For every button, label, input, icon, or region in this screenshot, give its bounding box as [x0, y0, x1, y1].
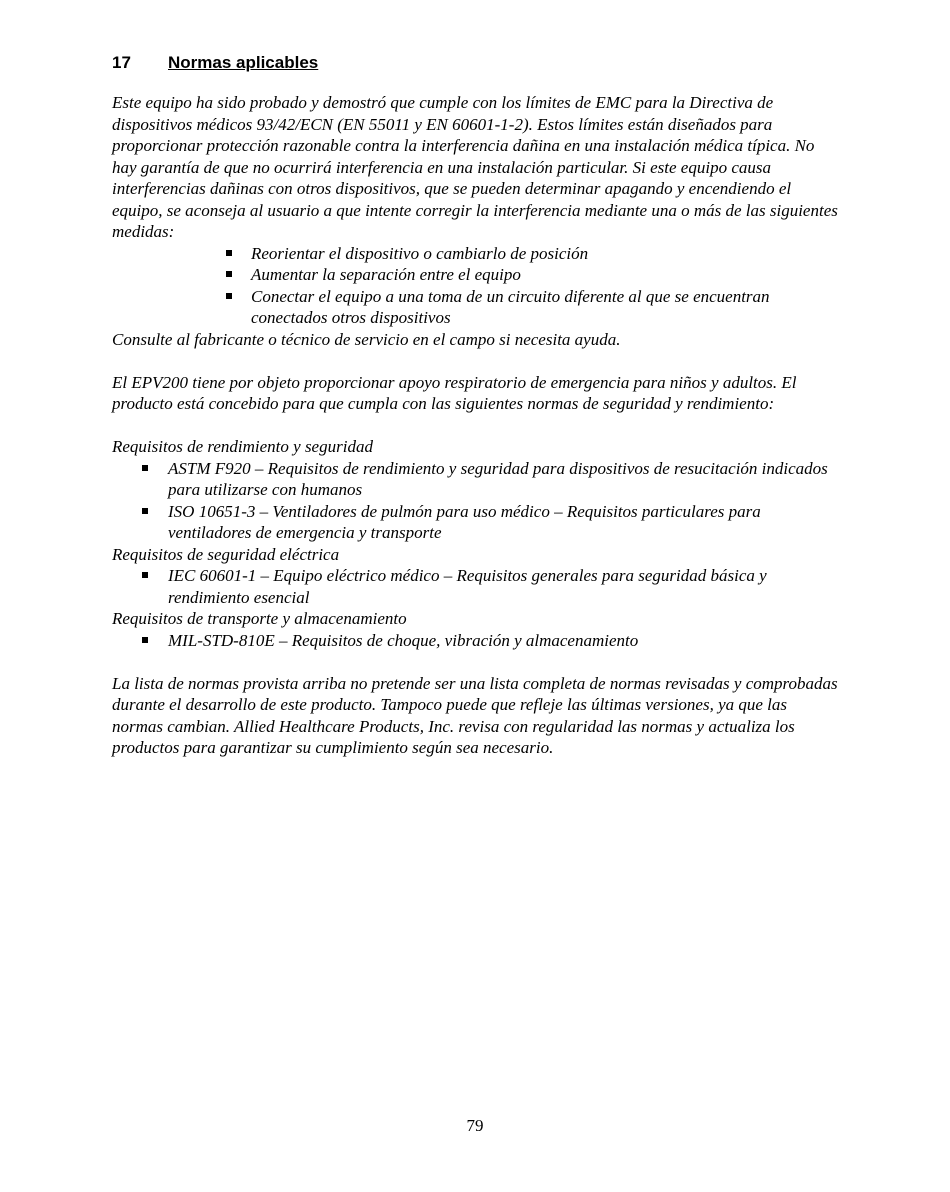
standard-text: IEC 60601-1 – Equipo eléctrico médico – Requisitos generales para seguridad básica y rendimiento esencial	[168, 566, 767, 607]
standard-text: ISO 10651-3 – Ventiladores de pulmón para uso médico – Requisitos particulares para ventiladores de emergencia y transporte	[168, 501, 761, 542]
measures-list	[112, 243, 842, 329]
page-number: 79	[466, 1116, 484, 1135]
bullet-icon	[226, 250, 232, 256]
purpose-paragraph: El EPV200 tiene por objeto proporcionar apoyo respiratorio de emergencia para niños y adultos. El producto está concebido para que cumpla con las siguientes normas de seguridad y rendimiento:	[112, 372, 797, 413]
list-item	[112, 630, 842, 652]
standard-text: MIL-STD-810E – Requisitos de choque, vibración y almacenamiento	[168, 630, 639, 650]
bullet-icon	[142, 465, 148, 471]
standards-list	[112, 565, 842, 608]
bullet-icon	[142, 572, 148, 578]
spacer	[112, 350, 842, 372]
document-page	[112, 52, 842, 759]
standards-list	[112, 630, 842, 652]
bullet-icon	[142, 508, 148, 514]
section-title: Normas aplicables	[168, 53, 319, 72]
group-title: Requisitos de rendimiento y seguridad	[112, 437, 373, 456]
list-item	[112, 243, 842, 265]
group-title: Requisitos de transporte y almacenamiento	[112, 609, 407, 628]
list-item	[112, 565, 842, 608]
spacer	[112, 415, 842, 437]
section-heading	[112, 52, 842, 74]
bullet-icon	[142, 637, 148, 643]
consult-paragraph: Consulte al fabricante o técnico de servicio en el campo si necesita ayuda.	[112, 329, 621, 349]
measure-text: Conectar el equipo a una toma de un circuito diferente al que se encuentran conectados otros dispositivos	[251, 286, 770, 327]
list-item	[112, 264, 842, 286]
section-number: 17	[112, 53, 131, 72]
measure-text: Reorientar el dispositivo o cambiarlo de posición	[251, 243, 589, 263]
closing-paragraph: La lista de normas provista arriba no pretende ser una lista completa de normas revisadas y comprobadas durante el desarrollo de este producto. Tampoco puede que refleje las últimas versiones, ya que las normas cambian. Allied Healthcare Products, Inc. revisa con regularidad las normas y actualiza los productos para garantizar su cumplimiento según sea necesario.	[112, 673, 838, 757]
standards-list	[112, 458, 842, 544]
spacer	[112, 651, 842, 673]
group-title: Requisitos de seguridad eléctrica	[112, 544, 340, 564]
list-item	[112, 286, 842, 329]
bullet-icon	[226, 271, 232, 277]
document-body	[112, 92, 842, 759]
measure-text: Aumentar la separación entre el equipo	[251, 265, 521, 284]
intro-paragraph: Este equipo ha sido probado y demostró que cumple con los límites de EMC para la Directiva de dispositivos médicos 93/42/ECN (EN 55011 y EN 60601-1-2). Estos límites están diseñados para proporcionar protección razonable contra la interferencia dañina en una instalación médica típica. No hay garantía de que no ocurrirá interferencia en una instalación particular. Si este equipo causa interferencias dañinas con otros dispositivos, que se pueden determinar apagando y encendiendo el equipo, se aconseja al usuario a que intente corregir la interferencia mediante una o más de las siguientes medidas:	[112, 93, 838, 241]
standard-text: ASTM F920 – Requisitos de rendimiento y seguridad para dispositivos de resucitación indicados para utilizarse con humanos	[168, 458, 828, 499]
list-item	[112, 458, 842, 501]
list-item	[112, 501, 842, 544]
bullet-icon	[226, 293, 232, 299]
